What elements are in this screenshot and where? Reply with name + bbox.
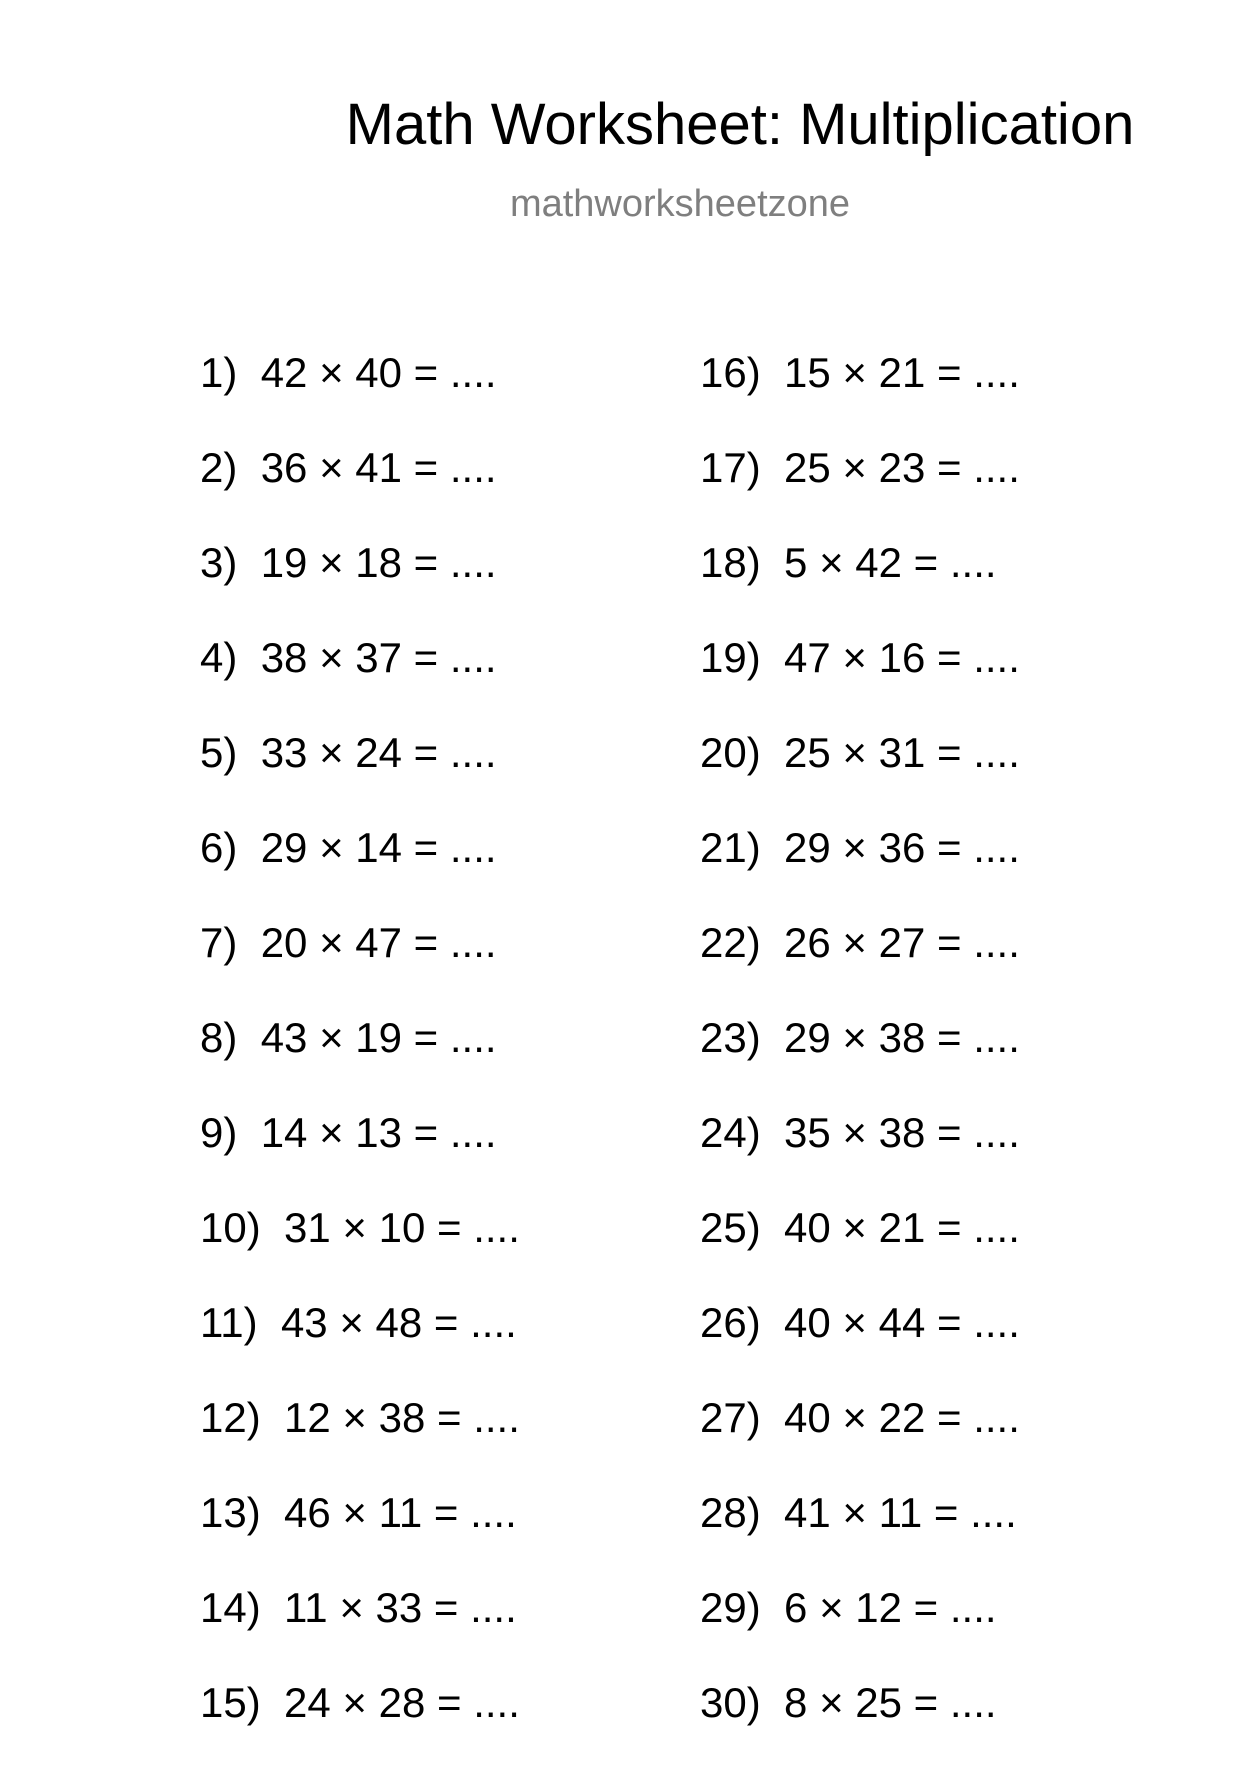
problem-number: 12) xyxy=(200,1394,261,1441)
problem-item xyxy=(200,634,520,732)
problem-expression: 41 × 11 = .... xyxy=(784,1489,1017,1536)
problem-expression: 15 × 21 = .... xyxy=(784,349,1020,396)
problem-number: 14) xyxy=(200,1584,261,1631)
problem-expression: 29 × 14 = .... xyxy=(260,824,497,871)
problem-item xyxy=(700,1299,1020,1397)
problem-number: 1) xyxy=(200,349,238,396)
problem-item xyxy=(200,1584,520,1682)
problem-number: 22) xyxy=(700,919,761,966)
problem-number: 7) xyxy=(200,919,238,966)
problem-number: 10) xyxy=(200,1204,261,1251)
problem-number: 6) xyxy=(200,824,238,871)
problem-item xyxy=(200,824,520,922)
problem-item xyxy=(200,349,520,447)
problem-expression: 40 × 21 = .... xyxy=(784,1204,1020,1251)
page-title: Math Worksheet: Multiplication xyxy=(345,92,1135,157)
problem-expression: 20 × 47 = .... xyxy=(260,919,497,966)
problem-item xyxy=(700,1679,1020,1777)
problem-expression: 31 × 10 = .... xyxy=(284,1204,520,1251)
problem-expression: 38 × 37 = .... xyxy=(260,634,497,681)
problem-expression: 42 × 40 = .... xyxy=(260,349,497,396)
problem-expression: 14 × 13 = .... xyxy=(260,1109,497,1156)
problem-item xyxy=(700,1394,1020,1492)
problem-expression: 24 × 28 = .... xyxy=(284,1679,520,1726)
problem-item xyxy=(700,729,1020,827)
problem-item xyxy=(200,539,520,637)
problem-number: 15) xyxy=(200,1679,261,1726)
problem-expression: 35 × 38 = .... xyxy=(784,1109,1020,1156)
problem-number: 19) xyxy=(700,634,761,681)
problem-number: 2) xyxy=(200,444,238,491)
problem-column-left xyxy=(200,349,520,1777)
problem-number: 16) xyxy=(700,349,761,396)
problem-expression: 40 × 44 = .... xyxy=(784,1299,1020,1346)
problem-expression: 40 × 22 = .... xyxy=(784,1394,1020,1441)
problem-number: 11) xyxy=(200,1299,258,1346)
problem-item xyxy=(200,729,520,827)
problem-expression: 11 × 33 = .... xyxy=(284,1584,517,1631)
problem-item xyxy=(200,444,520,542)
problem-item xyxy=(200,1394,520,1492)
problem-number: 21) xyxy=(700,824,761,871)
problem-number: 24) xyxy=(700,1109,761,1156)
problem-number: 27) xyxy=(700,1394,761,1441)
problem-item xyxy=(700,919,1020,1017)
problem-item xyxy=(200,1014,520,1112)
problem-expression: 46 × 11 = .... xyxy=(284,1489,517,1536)
problem-expression: 5 × 42 = .... xyxy=(784,539,997,586)
problem-expression: 29 × 36 = .... xyxy=(784,824,1020,871)
problem-expression: 36 × 41 = .... xyxy=(260,444,497,491)
problem-item xyxy=(200,1489,520,1587)
problem-expression: 29 × 38 = .... xyxy=(784,1014,1020,1061)
problem-item xyxy=(200,1299,520,1397)
problem-expression: 43 × 48 = .... xyxy=(280,1299,517,1346)
problem-column-right xyxy=(700,349,1020,1777)
problem-expression: 6 × 12 = .... xyxy=(784,1584,997,1631)
problem-item xyxy=(700,634,1020,732)
problem-expression: 25 × 31 = .... xyxy=(784,729,1020,776)
problem-number: 20) xyxy=(700,729,761,776)
problem-number: 17) xyxy=(700,444,761,491)
problem-item xyxy=(700,824,1020,922)
problem-number: 30) xyxy=(700,1679,761,1726)
problem-number: 28) xyxy=(700,1489,761,1536)
problem-number: 4) xyxy=(200,634,238,681)
problem-expression: 33 × 24 = .... xyxy=(260,729,497,776)
problem-item xyxy=(200,1109,520,1207)
site-name: mathworksheetzone xyxy=(509,183,851,225)
problem-item xyxy=(700,1014,1020,1112)
problem-number: 5) xyxy=(200,729,238,776)
problem-item xyxy=(700,1109,1020,1207)
problem-number: 23) xyxy=(700,1014,761,1061)
problem-item xyxy=(700,1584,1020,1682)
problem-number: 3) xyxy=(200,539,238,586)
problem-item xyxy=(200,919,520,1017)
problem-expression: 26 × 27 = .... xyxy=(784,919,1020,966)
problem-item xyxy=(200,1204,520,1302)
problem-expression: 12 × 38 = .... xyxy=(284,1394,520,1441)
problem-number: 26) xyxy=(700,1299,761,1346)
problem-number: 29) xyxy=(700,1584,761,1631)
problem-item xyxy=(700,539,1020,637)
problem-item xyxy=(700,1489,1020,1587)
problem-item xyxy=(700,1204,1020,1302)
problem-item xyxy=(200,1679,520,1777)
problem-number: 25) xyxy=(700,1204,761,1251)
problem-expression: 19 × 18 = .... xyxy=(260,539,497,586)
problem-number: 8) xyxy=(200,1014,238,1061)
problem-number: 13) xyxy=(200,1489,261,1536)
problem-expression: 25 × 23 = .... xyxy=(784,444,1020,491)
problem-expression: 43 × 19 = .... xyxy=(260,1014,497,1061)
problem-number: 18) xyxy=(700,539,761,586)
problem-item xyxy=(700,349,1020,447)
problem-expression: 8 × 25 = .... xyxy=(784,1679,997,1726)
problem-number: 9) xyxy=(200,1109,238,1156)
problem-item xyxy=(700,444,1020,542)
problem-expression: 47 × 16 = .... xyxy=(784,634,1020,681)
